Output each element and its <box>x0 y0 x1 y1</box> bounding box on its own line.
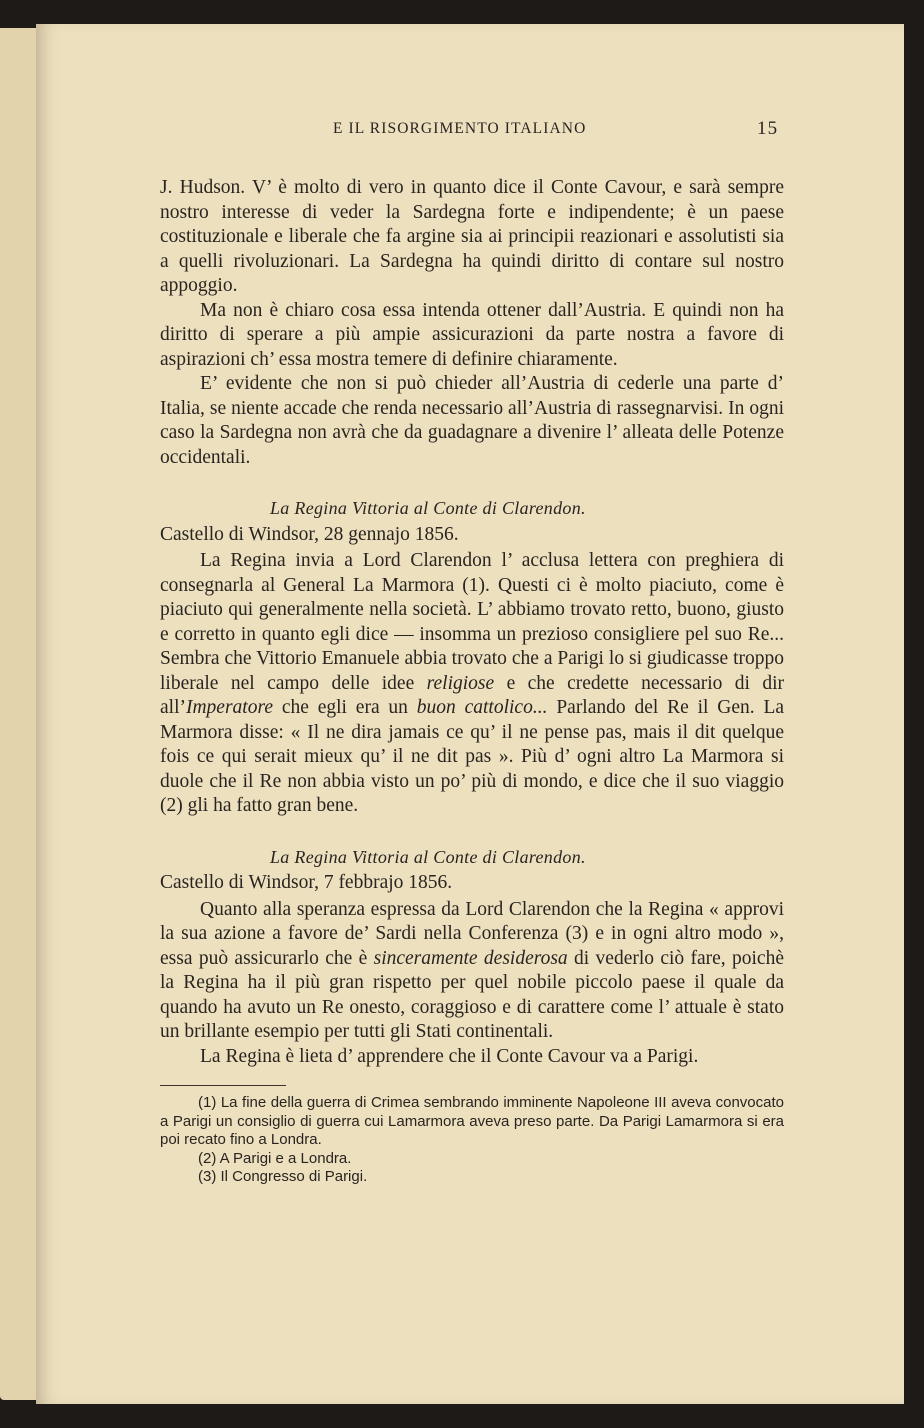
text-run: Quanto alla speranza espressa da Lord Clarendon che la Regina « approvi la sua azione a favore de’ Sardi nella Conferenza (3) e in ogni altro modo », essa può assicurarlo che è <box>160 898 784 969</box>
page-header <box>36 118 904 142</box>
book-page <box>36 24 904 1404</box>
letter-paragraph <box>160 898 784 1045</box>
footnote: (2) A Parigi e a Londra. <box>198 1149 352 1167</box>
text-run: La Regina invia a Lord Clarendon l’ acclusa lettera con preghiera di consegnarla al General La Marmora (1). Questi ci è molto piaciuto, come è piaciuto qui generalmente nella società. L’ abbiamo trovato retto, buono, giusto e corretto in quanto egli dice — insomma un prezioso consigliere pel suo Re... Sembra che Vittorio Emanuele abbia trovato che a Parigi lo si giudicasse troppo liberale nel campo delle idee <box>160 550 784 694</box>
footnotes <box>160 1094 784 1187</box>
footnote: (3) Il Congresso di Parigi. <box>198 1168 368 1185</box>
letter-title: La Regina Vittoria al Conte di Clarendon. <box>270 846 586 867</box>
paragraph: E’ evidente che non si può chieder all’Austria di cederle una parte d’ Italia, se niente accade che renda necessario all’Austria di rassegnarvisi. In ogni caso la Sardegna non avrà che da guadagnare a divenire l’ alleata delle Potenze occidentali. <box>160 373 784 468</box>
running-title: E IL RISORGIMENTO ITALIANO <box>333 120 587 137</box>
italic-run: Imperatore <box>185 697 273 718</box>
letter-dateline: Castello di Windsor, 7 febbrajo 1856. <box>160 872 453 893</box>
italic-run: sinceramente desiderosa <box>373 947 568 969</box>
italic-run: religiose <box>426 672 495 694</box>
body-text <box>160 176 784 1187</box>
italic-run: buon cattolico... <box>416 697 548 718</box>
paragraph-continuation: J. Hudson. V’ è molto di vero in quanto dice il Conte Cavour, e sarà sempre nostro interesse di veder la Sardegna forte e indipendente; è un paese costituzionale e liberale che fa argine sia ai principii reazionari e assolutisti sia a quelli rivoluzionari. La Sardegna ha quindi diritto di contare sul nostro appoggio. <box>160 177 784 296</box>
text-run: di vederlo ciò fare, poichè la Regina ha il più gran rispetto per quel nobile piccolo paese il quale da quando ha avuto un Re onesto, coraggioso e di carattere come l’ attuale è stato un brillante esempio per tutti gli Stati continentali. <box>160 947 784 1042</box>
letter-paragraph: La Regina è lieta d’ apprendere che il Conte Cavour va a Parigi. <box>200 1045 699 1067</box>
letter-dateline: Castello di Windsor, 28 gennajo 1856. <box>160 523 459 545</box>
text-run: Parlando del Re il Gen. La Marmora disse: « Il ne dira jamais ce qu’ il ne pense pas, mais il dit quelque fois ce qui serait mieux qu’ il ne dit pas ». Più d’ ogni altro La Marmora si duole che il Re non abbia visto un po’ più di mondo, e dice che il suo viaggio (2) gli ha fatto gran bene. <box>160 697 785 816</box>
footnote: (1) La fine della guerra di Crimea sembrando imminente Napoleone III aveva convocato a Parigi un consiglio di guerra cui Lamarmora aveva preso parte. Da Parigi Lamarmora si era poi recato fino a Londra. <box>160 1094 784 1148</box>
text-run: che egli era un <box>281 697 408 718</box>
letter-paragraph <box>160 549 784 819</box>
adjacent-page-edge <box>0 28 40 1400</box>
letter-title: La Regina Vittoria al Conte di Clarendon. <box>270 498 586 518</box>
footnote-rule <box>160 1085 286 1086</box>
page-number: 15 <box>757 118 779 139</box>
paragraph: Ma non è chiaro cosa essa intenda ottener dall’Austria. E quindi non ha diritto di sperare a più ampie assicurazioni da parte nostra a favore di aspirazioni ch’ essa mostra temere di definire chiaramente. <box>160 299 784 370</box>
text-run: e che credette necessario di dir all’ <box>160 672 785 718</box>
